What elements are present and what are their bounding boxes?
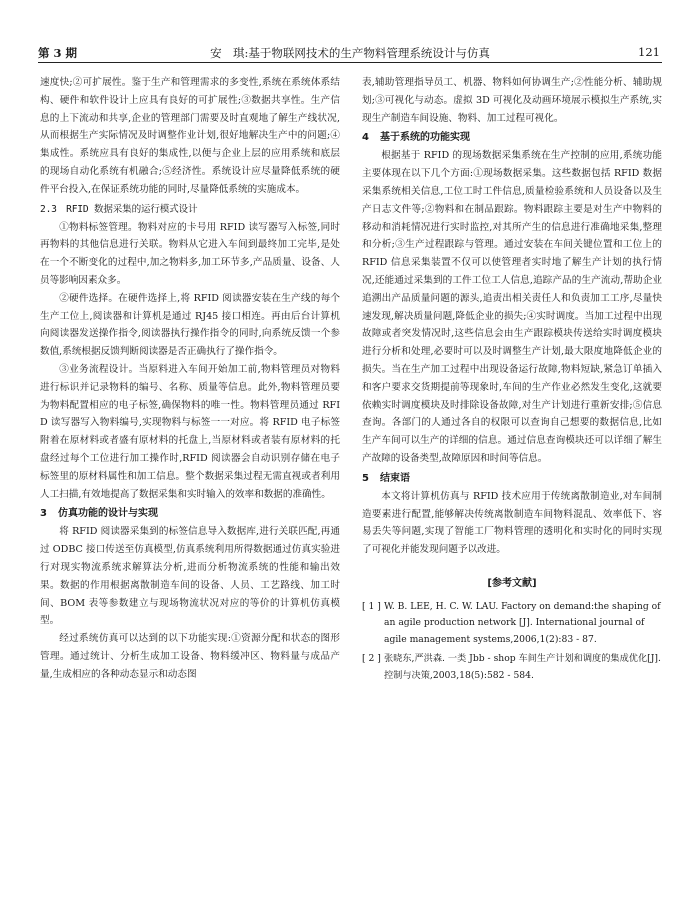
section-heading-5 [362,470,662,488]
reference-item [362,599,662,649]
section-heading-3 [40,505,340,523]
paragraph-continued: 表,辅助管理指导员工、机器、物料如何协调生产;②性能分析、辅助规划;③可视化与动态。虚拟 3D 可视化及动画环境展示模拟生产系统,实现生产制造车间设施、物料、加工过程可视化。 [362,77,662,124]
paragraph-simulation-functions: 经过系统仿真可以达到的以下功能实现:①资源分配和状态的图形管理。通过统计、分析生成加工设备、物料缓冲区、物料量与成品产量,生成相应的各种动态显示和动态图 [40,633,340,680]
paragraph-system-functions: 根据基于 RFID 的现场数据采集系统在生产控制的应用,系统功能主要体现在以下几个方面:①现场数据采集。这些数据包括 RFID 数据采集系统相关信息,工位工时工件信息,质量检验系统和人员设备以及生产日志文件等;②物料和在制品跟踪。物料跟踪主要是对生产中物料的移动和消耗情况进行实时监控,对其所产生的信息进行准确地采集,整理和分析;③生产过程跟踪与管理。通过安装在车间关键位置和工位上的 RFID 信息采集装置不仅可以使管理者实时地了解生产计划的执行情况,还能通过采集到的工件工位工人信息,追踪产品的生产流动,帮助企业追溯出产品质量问题的源头,追责出相关责任人和负责加工工序,尽量快速发现,解决质量问题,降低企业的损失;④实时调度。当加工过程中出现故障或者突发情况时,这些信息会由生产跟踪模块传送给实时调度模块进行分析和处理,必要时可以及时调整生产计划,最大限度地降低企业的损失。当在生产加工过程中出现设备运行故障,物料短缺,紧急订单插入和客户要求交货期提前等现象时,车间的生产作业必然发生变化,这就要依赖实时调度模块及时排除设备故障,对生产计划进行重新安排;⑤信息查询。各部门的人通过各自的权限可以查询自己想要的数据信息,比如生产车间可以生产的详细的信息。通过信息查询模块还可以详细了解生产故障的设备类型,故障原因和时间等信息。 [362,150,662,464]
issue-number: 第 3 期 [38,46,78,60]
reference-item [362,651,662,684]
running-title: 安 琪:基于物联网技术的生产物料管理系统设计与仿真 [210,46,490,60]
references-heading: [参考文献] [487,577,537,589]
running-header [38,44,662,63]
paragraph-simulation-data: 将 RFID 阅读器采集到的标签信息导入数据库,进行关联匹配,再通过 ODBC 接口传送至仿真模型,仿真系统利用所得数据通过仿真实验进行对现实物流系统求解算法分析,进而分析物流系统的性能和输出效果。数据的作用根据离散制造车间的设备、人员、工艺路线、加工时间、BOM 表等参数建立与现场物流状况对应的等价的计算机仿真模型。 [40,526,340,627]
page-number: 121 [638,45,660,59]
paragraph-hardware-selection: ②硬件选择。在硬件选择上,将 RFID 阅读器安装在生产线的每个生产工位上,阅读器和计算机是通过 RJ45 接口相连。再由后台计算机向阅读器发送操作指令,阅读器执行操作指令的同时,向系统反馈一个参数值,系统根据反馈判断阅读器是否正确执行了操作指令。 [40,292,340,358]
reference-text: 张晓东,严洪森. 一类 Jbb - shop 车间生产计划和调度的集成优化[J]. 控制与决策,2003,18(5):582 - 584. [384,653,661,681]
section-number: 4 [362,132,369,144]
reference-text: W. B. LEE, H. C. W. LAU. Factory on demand:the shaping of an agile production network [J]. International journal of agile management systems,2006,1(2):83 - 87. [384,600,661,645]
section-title: 仿真功能的设计与实现 [58,508,158,520]
section-heading-4 [362,129,662,147]
paragraph-tag-management: ①物料标签管理。物料对应的卡号用 RFID 读写器写入标签,同时再物料的其他信息进行关联。物料从它进入车间到最终加工完毕,是处在一个不断变化的过程中,加之物料多,加工环节多,产品质量、设备、人员等影响因素众多。 [40,221,340,286]
reference-number: [ 2 ] [362,653,381,665]
right-column [362,74,662,687]
paragraph-continued: 速度快;②可扩展性。鉴于生产和管理需求的多变性,系统在系统体系结构、硬件和软件设计上应具有良好的可扩展性;③数据共享性。生产信息的上下流动和共享,企业的管理部门需要及时直观地了解生产线状况,从而根据生产实际情况及时调整作业计划,很好地解决生产中的问题;④集成性。系统应具有良好的集成性,以便与企业上层的应用系统和底层的现场自动化系统有机融合;⑤经济性。系统设计应尽量降低系统的硬件平台投入,在保证系统功能的同时,尽量降低系统的实施成本。 [40,77,340,195]
paragraph-conclusion: 本文将计算机仿真与 RFID 技术应用于传统离散制造业,对车间制造要素进行配置,能够解决传统离散制造车间物料混乱、效率低下、容易丢失等问题,实现了智能工厂物料管理的透明化和实时化的同时实现了可视化并能发现问题予以改进。 [362,490,662,556]
section-title: 基于系统的功能实现 [380,132,470,144]
section-number: 3 [40,508,47,520]
section-number: 5 [362,472,369,484]
left-column [40,74,340,684]
reference-number: [ 1 ] [362,600,381,612]
subsection-heading-2-3: 2.3 RFID 数据采集的运行模式设计 [40,203,198,215]
paragraph-business-process: ③业务流程设计。当原料进入车间开始加工前,物料管理员对物料进行标识并记录物料的编号、名称、质量等信息。此外,物料管理员要为物料配置相应的电子标签,确保物料的唯一性。物料管理员通过 RFID 读写器写入物料编号,实现物料与标签一一对应。将 RFID 电子标签附着在原材料或者盛有原材料的托盘上,当原材料或者装有原材料的托盘经过每个工位进行加工操作时,RFID 阅读器会自动识别存储在电子标签里的原材料属性和加工信息。整个数据采集过程无需直视或者利用人工扫描,有效地提高了数据采集和实时输入的效率和数据的准确性。 [40,363,340,500]
section-title: 结束语 [380,472,410,484]
